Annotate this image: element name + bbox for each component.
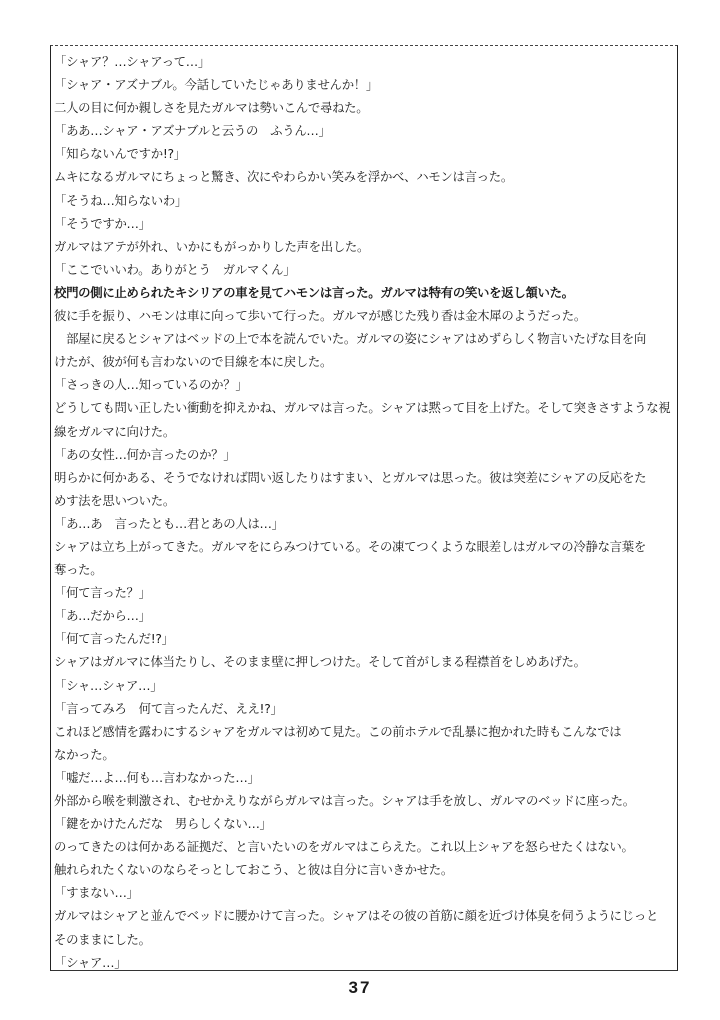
text-line: ムキになるガルマにちょっと驚き、次にやわらかい笑みを浮かべ、ハモンは言った。 <box>54 169 513 185</box>
text-line: どうしても問い正したい衝動を抑えかね、ガルマは言った。シャアは黙って目を上げた。そして突きさすような視 <box>54 400 671 416</box>
text-line: 「ああ…シャア・アズナブルと云うの ふうん…」 <box>54 123 331 139</box>
text-line: 部屋に戻るとシャアはベッドの上で本を読んでいた。ガルマの姿にシャアはめずらしく物言いたげな目を向 <box>54 331 646 347</box>
text-line: これほど感情を露わにするシャアをガルマは初めて見た。この前ホテルで乱暴に抱かれた時もこんなでは <box>54 723 622 739</box>
text-line: シャアはガルマに体当たりし、そのまま壁に押しつけた。そして首がしまる程襟首をしめあげた。 <box>54 654 586 670</box>
text-line: 明らかに何かある、そうでなければ問い返したりはすまい、とガルマは思った。彼は突差にシャアの反応をた <box>54 469 647 485</box>
text-line: 「嘘だ…よ…何も…言わなかった…」 <box>54 769 260 785</box>
text-line: のってきたのは何かある証拠だ、と言いたいのをガルマはこらえた。これ以上シャアを怒らせたくはない。 <box>54 839 634 855</box>
text-line: 「鍵をかけたんだな 男らしくない…」 <box>54 816 272 832</box>
page-number: 37 <box>348 978 372 997</box>
text-line: ガルマはアテが外れ、いかにもがっかりした声を出した。 <box>54 238 370 254</box>
text-line: 線をガルマに向けた。 <box>54 423 175 439</box>
text-line: シャアは立ち上がってきた。ガルマをにらみつけている。その凍てつくような眼差しはガルマの冷静な言葉を <box>54 538 646 554</box>
text-line: 「ここでいいわ。ありがとう ガルマくん」 <box>54 261 296 277</box>
text-line: 「知らないんですか!?」 <box>54 146 186 162</box>
text-line: ガルマはシャアと並んでベッドに腰かけて言った。シャアはその彼の首筋に顔を近づけ体臭を伺うようにじっと <box>54 908 659 924</box>
text-line: 「シャア・アズナブル。今話していたじゃありませんか！」 <box>54 77 378 93</box>
text-line: なかった。 <box>54 746 115 762</box>
text-line: 二人の目に何か親しさを見たガルマは勢いこんで尋ねた。 <box>54 100 369 116</box>
text-line: 「シャア…」 <box>54 954 127 970</box>
text-line: 「シャ…シャア…」 <box>54 677 163 693</box>
text-line: 「そうね…知らないわ」 <box>54 192 187 208</box>
text-line: 「そうですか…」 <box>54 215 151 231</box>
text-line: 奪った。 <box>54 562 103 578</box>
text-line: 「言ってみろ 何て言ったんだ、ええ!?」 <box>54 700 283 716</box>
text-line: 校門の側に止められたキシリアの車を見てハモンは言った。ガルマは特有の笑いを返し頷いた。 <box>54 284 574 300</box>
text-line: けたが、彼が何も言わないので目線を本に戻した。 <box>54 354 333 370</box>
text-line: そのままにした。 <box>54 931 151 947</box>
text-line: 「さっきの人…知っているのか？」 <box>54 377 248 393</box>
text-line: 「あの女性…何か言ったのか？」 <box>54 446 236 462</box>
text-line: 触れられたくないのならそっとしておこう、と彼は自分に言いきかせた。 <box>54 862 453 878</box>
text-line: 外部から喉を刺激され、むせかえりながらガルマは言った。シャアは手を放し、ガルマのベッドに座った。 <box>54 793 635 808</box>
text-line: 「何て言ったんだ!?」 <box>54 631 174 647</box>
text-line: 彼に手を振り、ハモンは車に向って歩いて行った。ガルマが感じた残り香は金木犀のようだった。 <box>54 308 586 324</box>
text-line: 「すまない…」 <box>54 885 139 901</box>
text-line: 「あ…あ 言ったとも…君とあの人は…」 <box>54 515 284 531</box>
text-line: めす法を思いついた。 <box>54 492 175 508</box>
text-line: 「何て言った？」 <box>54 585 151 601</box>
manuscript-text <box>54 50 678 974</box>
text-line: 「シャア？…シャアって…」 <box>54 54 210 69</box>
text-line: 「あ…だから…」 <box>54 608 151 624</box>
